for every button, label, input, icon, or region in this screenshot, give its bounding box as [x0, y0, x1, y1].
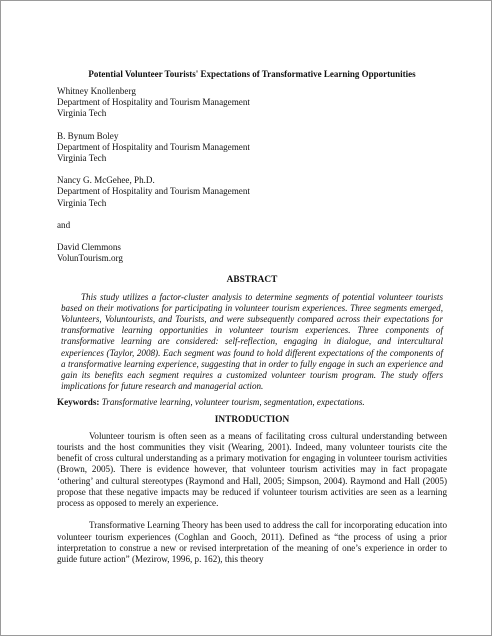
author-name: B. Bynum Boley	[57, 130, 119, 141]
author-department: Department of Hospitality and Tourism Management	[57, 186, 250, 197]
author-institution: Virginia Tech	[57, 197, 107, 208]
keywords-label: Keywords:	[57, 397, 100, 408]
author-block	[57, 242, 447, 264]
abstract-heading: ABSTRACT	[226, 275, 278, 286]
introduction-heading: INTRODUCTION	[214, 414, 290, 425]
keywords-line	[57, 397, 447, 408]
author-block	[57, 86, 447, 120]
author-department: Department of Hospitality and Tourism Management	[57, 97, 250, 108]
author-institution: Virginia Tech	[57, 108, 107, 119]
abstract-text: This study utilizes a factor-cluster analysis to determine segments of potential volunteer tourists based on their motivations for participating in volunteer tourism experiences. Three segments emerged, Volunteers, Voluntourists, and Tourists, and were subsequently compared across their expectations for transformative learning opportunities in volunteer tourism experiences. Three components of transformative learning are considered: self-reflection, engaging in dialogue, and intercultural experiences (Taylor, 2008). Each segment was found to hold different expectations of the components of a transformative learning experience, suggesting that in order to fully engage in such an experience and gain its benefits each segment requires a customized volunteer tourism program. The study offers implications for future research and managerial action.	[61, 291, 443, 392]
body-paragraph: Volunteer tourism is often seen as a means of facilitating cross cultural understanding between tourists and the host communities they visit (Wearing, 2001). Indeed, many volunteer tourists cite the benefit of cross cultural understanding as a primary motivation for engaging in volunteer tourism activities (Brown, 2005). There is evidence however, that volunteer tourism activities may in fact propagate ‘othering’ and cultural stereotypes (Raymond and Hall, 2005; Simpson, 2004). Raymond and Hall (2005) propose that these negative impacts may be reduced if volunteer tourism activities are seen as a learning process as opposed to merely an experience.	[57, 430, 447, 509]
author-name: Nancy G. McGehee, Ph.D.	[57, 175, 155, 186]
paper-title: Potential Volunteer Tourists' Expectations of Transformative Learning Opportunities	[88, 69, 416, 79]
author-department: Department of Hospitality and Tourism Management	[57, 141, 250, 152]
author-block	[57, 175, 447, 209]
author-conjunction: and	[57, 219, 71, 230]
author-affiliation: VolunTourism.org	[57, 253, 123, 264]
page-content	[57, 69, 447, 576]
author-block	[57, 131, 447, 165]
keywords-text: Transformative learning, volunteer tourism, segmentation, expectations.	[101, 397, 365, 408]
author-name: David Clemmons	[57, 242, 121, 253]
author-name: Whitney Knollenberg	[57, 86, 136, 96]
author-institution: Virginia Tech	[57, 153, 107, 164]
body-paragraph: Transformative Learning Theory has been used to address the call for incorporating education into volunteer tourism experiences (Coghlan and Gooch, 2011). Defined as “the process of using a prior interpretation to construe a new or revised interpretation of the meaning of one’s experience in order to guide future action” (Mezirow, 1996, p. 162), this theory	[57, 520, 447, 564]
